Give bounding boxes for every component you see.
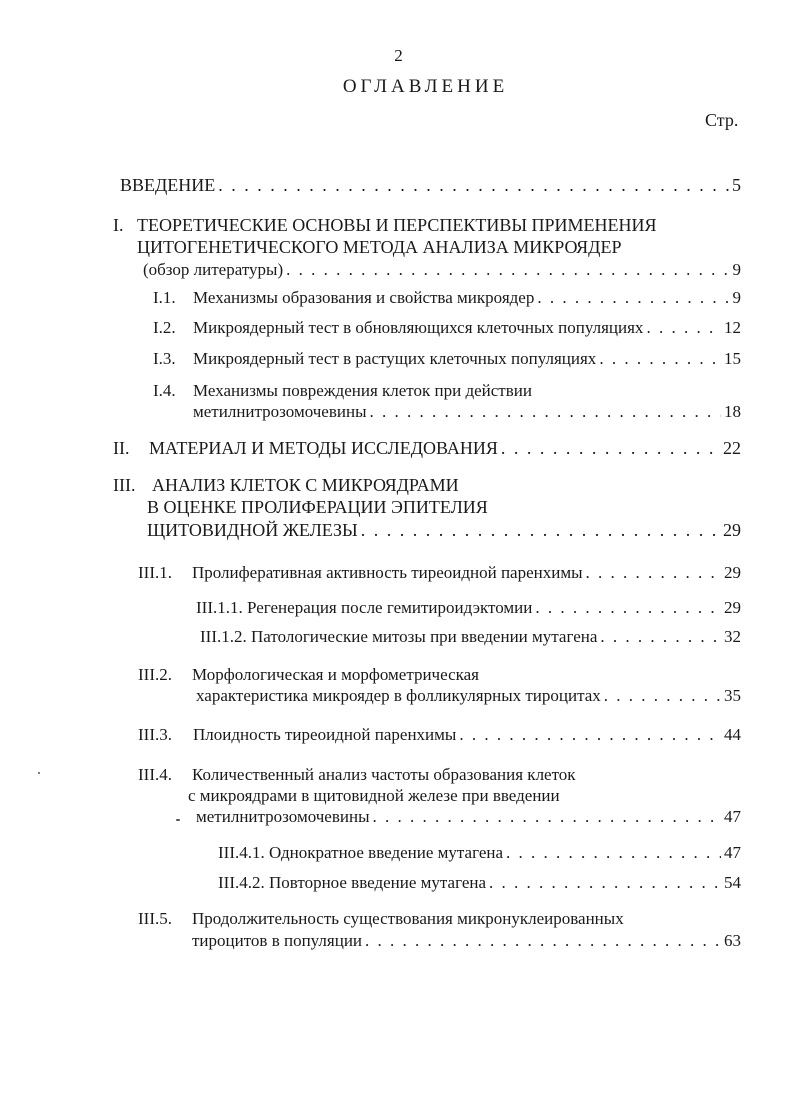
toc-entry-page: 35 bbox=[724, 686, 741, 705]
toc-entry-label: ВВЕДЕНИЕ bbox=[120, 175, 216, 195]
dot-leader bbox=[506, 843, 721, 863]
toc-entry-page: 5 bbox=[732, 175, 741, 195]
toc-entry-page: 12 bbox=[724, 318, 741, 337]
toc-entry-label: Пролиферативная активность тиреоидной паренхимы bbox=[192, 563, 583, 582]
toc-entry-s3-4-number: III.4. bbox=[138, 765, 172, 784]
dot-leader bbox=[459, 725, 721, 745]
toc-entry-label: (обзор литературы) bbox=[143, 260, 284, 279]
toc-entry-page: 29 bbox=[724, 598, 741, 617]
toc-entry-label: III.4.2. Повторное введение мутагена bbox=[218, 873, 487, 892]
dot-leader bbox=[218, 175, 729, 195]
page-title: ОГЛАВЛЕНИЕ bbox=[342, 76, 509, 97]
toc-entry-page: 47 bbox=[724, 807, 741, 826]
dot-leader bbox=[599, 349, 721, 369]
toc-entry-s1-line1: ТЕОРЕТИЧЕСКИЕ ОСНОВЫ И ПЕРСПЕКТИВЫ ПРИМЕНЕНИЯ bbox=[137, 215, 657, 235]
toc-entry-page: 44 bbox=[724, 725, 741, 744]
toc-entry-label: тироцитов в популяции bbox=[192, 931, 363, 950]
toc-entry-s1-4 bbox=[193, 402, 741, 422]
toc-entry-s1-2 bbox=[193, 318, 741, 338]
toc-entry-s3-1 bbox=[192, 563, 741, 583]
toc-entry-s3-line2: В ОЦЕНКЕ ПРОЛИФЕРАЦИИ ЭПИТЕЛИЯ bbox=[147, 497, 488, 517]
toc-entry-label: Механизмы образования и свойства микроядер bbox=[193, 288, 535, 307]
toc-entry-label: Микроядерный тест в растущих клеточных популяциях bbox=[193, 349, 597, 368]
page-column-label: Стр. bbox=[705, 110, 739, 130]
dot-leader bbox=[535, 598, 721, 618]
dot-leader bbox=[361, 520, 720, 540]
toc-entry-s2-number: II. bbox=[113, 438, 130, 458]
toc-entry-page: 18 bbox=[724, 402, 741, 421]
dot-leader bbox=[501, 438, 720, 458]
toc-entry-page: 15 bbox=[724, 349, 741, 368]
toc-entry-label: метилнитрозомочевины bbox=[193, 402, 367, 421]
dot-leader bbox=[600, 627, 721, 647]
toc-entry-page: 29 bbox=[723, 520, 741, 540]
toc-entry-page: 22 bbox=[723, 438, 741, 458]
toc-entry-label: метилнитрозомочевины bbox=[196, 807, 370, 826]
toc-entry-intro bbox=[120, 175, 741, 195]
toc-entry-label: III.1.2. Патологические митозы при введении мутагена bbox=[200, 627, 598, 646]
toc-entry-s3-5 bbox=[192, 931, 741, 951]
toc-entry-s1-2-number: I.2. bbox=[153, 318, 176, 337]
toc-entry-label: Микроядерный тест в обновляющихся клеточных популяциях bbox=[193, 318, 644, 337]
toc-entry-page: 29 bbox=[724, 563, 741, 582]
scan-speck bbox=[38, 772, 40, 774]
toc-entry-s3-5-line1: Продолжительность существования микронуклеированных bbox=[192, 909, 624, 928]
toc-entry-s3-4-1 bbox=[218, 843, 741, 863]
toc-entry-label: III.1.1. Регенерация после гемитироидэктомии bbox=[196, 598, 533, 617]
toc-entry-s1-4-line1: Механизмы повреждения клеток при действии bbox=[193, 381, 532, 400]
toc-entry-label: МАТЕРИАЛ И МЕТОДЫ ИССЛЕДОВАНИЯ bbox=[149, 438, 498, 458]
toc-entry-s1 bbox=[143, 260, 741, 280]
toc-entry-s1-1 bbox=[193, 288, 741, 308]
dot-leader bbox=[286, 260, 729, 280]
scan-speck bbox=[176, 819, 180, 821]
toc-entry-s3-2-line1: Морфологическая и морфометрическая bbox=[192, 665, 479, 684]
toc-entry-s3-line1: АНАЛИЗ КЛЕТОК С МИКРОЯДРАМИ bbox=[152, 475, 459, 495]
toc-entry-s3 bbox=[147, 520, 741, 540]
toc-entry-page: 63 bbox=[724, 931, 741, 950]
toc-entry-page: 9 bbox=[732, 260, 741, 279]
page-number: 2 bbox=[394, 46, 403, 65]
toc-entry-page: 9 bbox=[732, 288, 741, 307]
toc-entry-s1-3-number: I.3. bbox=[153, 349, 176, 368]
toc-entry-s1-line2: ЦИТОГЕНЕТИЧЕСКОГО МЕТОДА АНАЛИЗА МИКРОЯДЕР bbox=[137, 237, 622, 257]
dot-leader bbox=[537, 288, 729, 308]
dot-leader bbox=[489, 873, 721, 893]
toc-entry-label: ЩИТОВИДНОЙ ЖЕЛЕЗЫ bbox=[147, 520, 358, 540]
toc-entry-page: 54 bbox=[724, 873, 741, 892]
toc-entry-s3-4-line1: Количественный анализ частоты образования клеток bbox=[192, 765, 576, 784]
toc-entry-s2 bbox=[149, 438, 741, 458]
toc-entry-s3-4-line2: с микроядрами в щитовидной железе при введении bbox=[188, 786, 560, 805]
toc-entry-page: 32 bbox=[724, 627, 741, 646]
toc-entry-s3-2-number: III.2. bbox=[138, 665, 172, 684]
toc-entry-s3-number: III. bbox=[113, 475, 136, 495]
toc-entry-label: характеристика микроядер в фолликулярных тироцитах bbox=[196, 686, 601, 705]
toc-entry-s3-5-number: III.5. bbox=[138, 909, 172, 928]
toc-entry-s3-4-2 bbox=[218, 873, 741, 893]
toc-entry-label: Плоидность тиреоидной паренхимы bbox=[193, 725, 457, 744]
toc-entry-s1-1-number: I.1. bbox=[153, 288, 176, 307]
dot-leader bbox=[604, 686, 721, 706]
toc-entry-label: III.4.1. Однократное введение мутагена bbox=[218, 843, 504, 862]
dot-leader bbox=[586, 563, 721, 583]
dot-leader bbox=[373, 807, 722, 827]
toc-entry-s3-1-2 bbox=[200, 627, 741, 647]
toc-entry-s3-1-1 bbox=[196, 598, 741, 618]
toc-entry-s1-3 bbox=[193, 349, 741, 369]
toc-entry-page: 47 bbox=[724, 843, 741, 862]
toc-entry-s1-number: I. bbox=[113, 215, 124, 235]
toc-entry-s3-2 bbox=[196, 686, 741, 706]
toc-entry-s3-1-number: III.1. bbox=[138, 563, 172, 582]
toc-entry-s1-4-number: I.4. bbox=[153, 381, 176, 400]
dot-leader bbox=[370, 402, 722, 422]
dot-leader bbox=[646, 318, 721, 338]
toc-entry-s3-4 bbox=[196, 807, 741, 827]
dot-leader bbox=[365, 931, 721, 951]
toc-entry-s3-3 bbox=[193, 725, 741, 745]
toc-entry-s3-3-number: III.3. bbox=[138, 725, 172, 744]
